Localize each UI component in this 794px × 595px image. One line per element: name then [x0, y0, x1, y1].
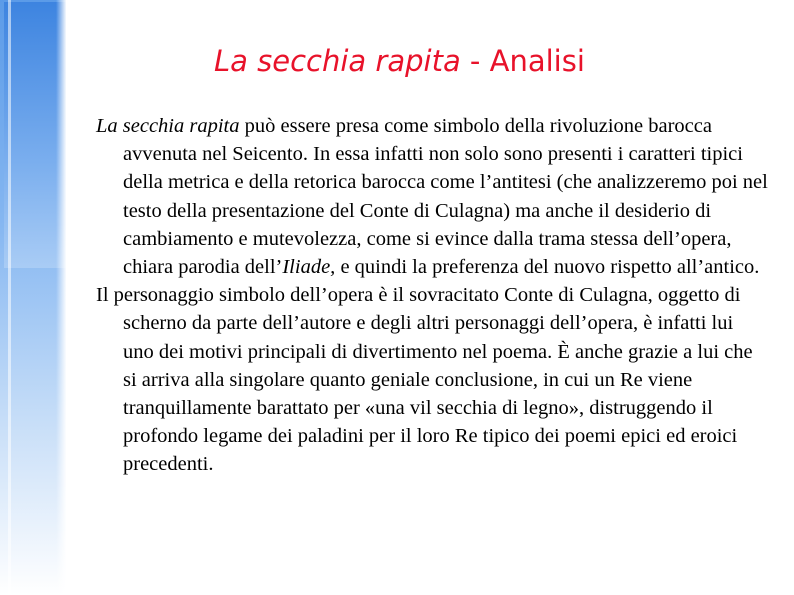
- slide-title: [214, 44, 585, 78]
- paragraph-text-1: può essere presa come simbolo della rivoluzione barocca avvenuta nel Seicento. In essa infatti non solo sono presenti i caratteri tipici della metrica e della retorica barocca come l’antitesi (che analizzeremo poi nel testo della presentazione del Conte di Culagna) ma anche il desiderio di cambiamento e mutevolezza, come si evince dalla trama stessa dell’opera, chiara parodia dell’: [123, 115, 768, 279]
- slide-body: [96, 112, 768, 479]
- paragraph-lead-italic: La secchia rapita: [96, 115, 240, 137]
- slide-title-rest: - Analisi: [460, 44, 585, 78]
- sidebar-stripe: [8, 0, 11, 595]
- slide-title-italic: La secchia rapita: [214, 44, 461, 78]
- paragraph-character: Il personaggio simbolo dell’opera è il sovracitato Conte di Culagna, oggetto di scherno da parte dell’autore e degli altri personaggi dell’opera, è infatti lui uno dei motivi principali di divertimento nel poema. È anche grazie a lui che si arriva alla singolare quanto geniale conclusione, in cui un Re viene tranquillamente barattato per «una vil secchia di legno», distruggendo il profondo legame dei paladini per il loro Re tipico dei poemi epici ed eroici precedenti.: [96, 284, 753, 476]
- paragraph-text-2: e quindi la preferenza del nuovo rispetto all’antico.: [335, 256, 760, 279]
- paragraph-analysis: [96, 112, 768, 281]
- sidebar-highlight: [56, 0, 66, 595]
- sidebar-decoration: [0, 0, 66, 595]
- paragraph-iliad-italic: Iliade,: [282, 256, 336, 279]
